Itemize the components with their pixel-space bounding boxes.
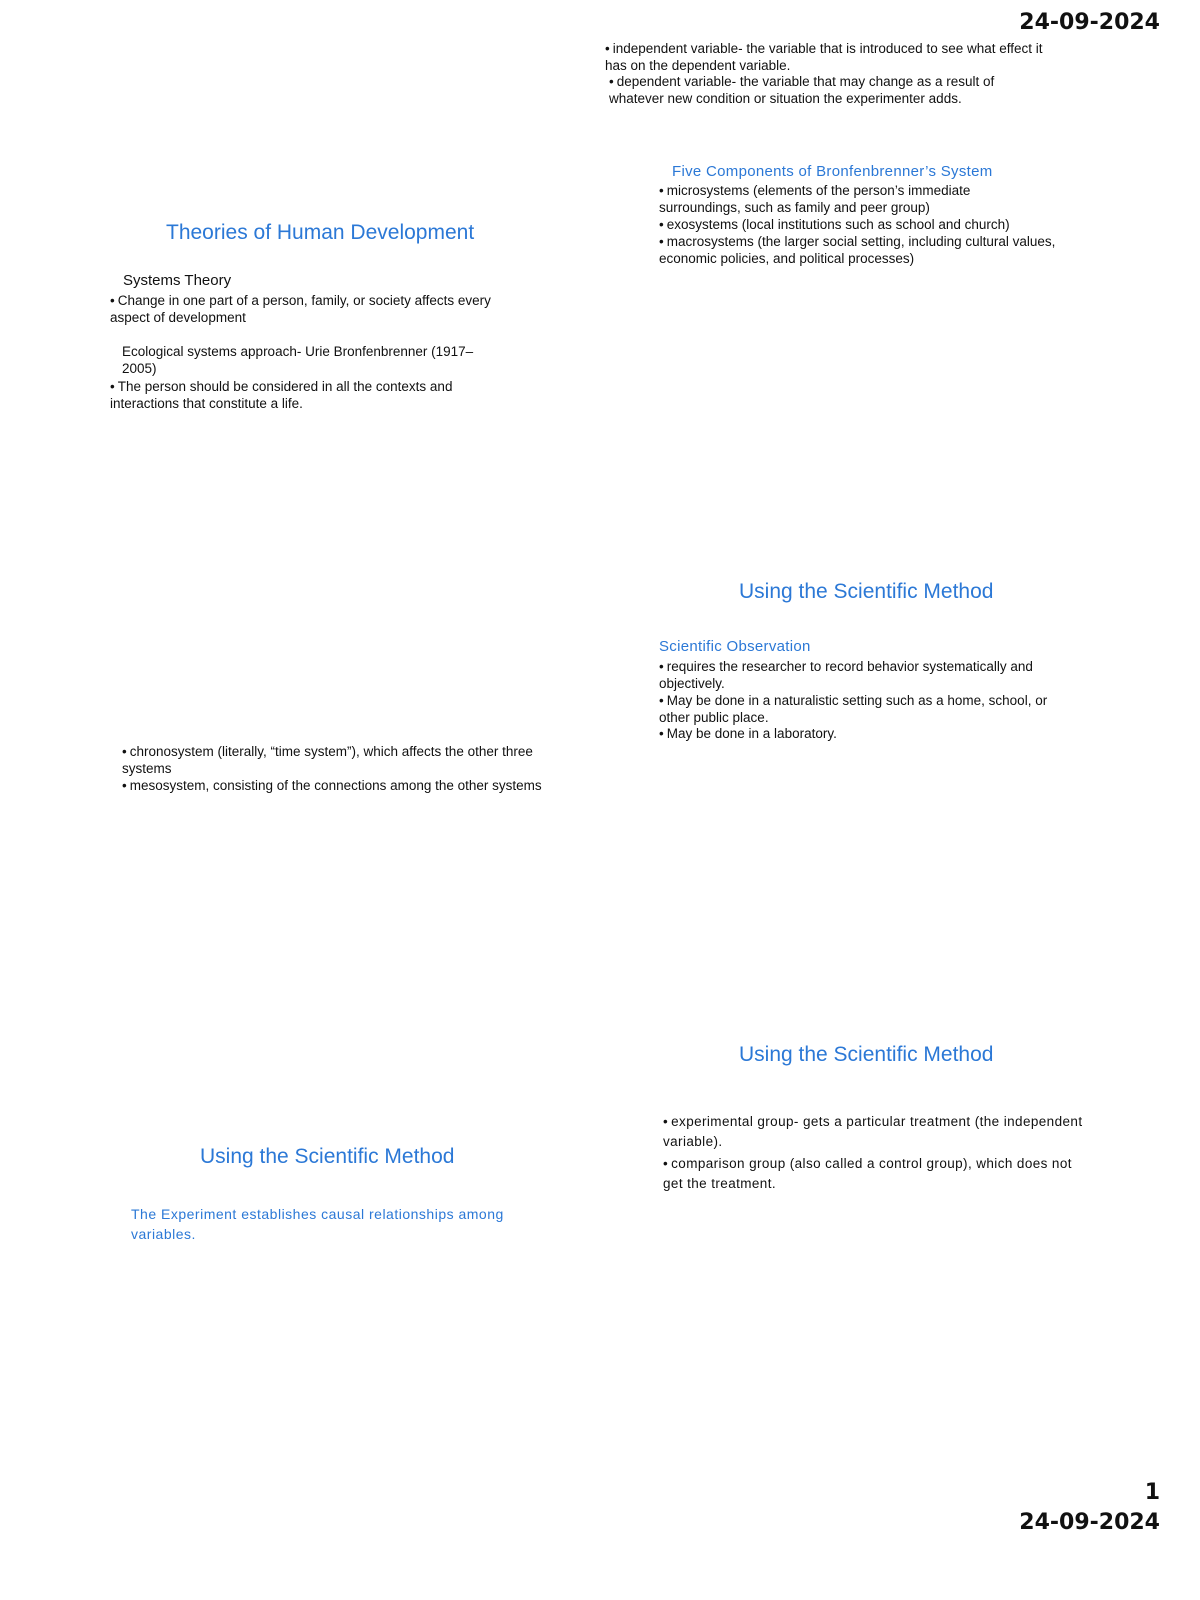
page-date-bottom: 24-09-2024 — [1019, 1510, 1160, 1535]
list-item: • comparison group (also called a control group), which does not get the treatment. — [663, 1156, 1072, 1191]
list-item: • mesosystem, consisting of the connections among the other systems — [122, 778, 542, 793]
slide-title: Using the Scientific Method — [739, 580, 994, 603]
list-item: • exosystems (local institutions such as school and church) — [659, 217, 1010, 232]
dependent-variable-text: dependent variable- the variable that may change as a result of whatever new condition or situation the experimenter adds. — [609, 74, 995, 106]
page-date-top: 24-09-2024 — [1019, 10, 1160, 35]
list-item: • dependent variable- the variable that may change as a result of whatever new condition or situation the experimenter adds. — [609, 74, 995, 106]
list-item: • The person should be considered in all the contexts and interactions that constitute a life. — [110, 379, 453, 411]
slide-subtitle: Scientific Observation — [659, 638, 811, 655]
slide-title: Five Components of Bronfenbrenner’s System — [672, 163, 993, 180]
list-item: • May be done in a laboratory. — [659, 726, 837, 741]
slide-body-text: The Experiment establishes causal relationships among variables. — [131, 1206, 504, 1242]
list-item: • independent variable- the variable that is introduced to see what effect it has on the dependent variable. — [605, 41, 1043, 73]
list-item: • requires the researcher to record behavior systematically and objectively. — [659, 659, 1033, 691]
list-item: • macrosystems (the larger social setting, including cultural values, economic policies, and political processes) — [659, 234, 1056, 266]
list-item: • microsystems (elements of the person’s immediate surroundings, such as family and peer group) — [659, 183, 971, 215]
slide-title: Using the Scientific Method — [200, 1145, 455, 1168]
page-number: 1 — [1144, 1480, 1160, 1505]
slide-title: Using the Scientific Method — [739, 1043, 994, 1066]
independent-variable-text: independent variable- the variable that is introduced to see what effect it has on the dependent variable. — [605, 41, 1043, 73]
list-item: • experimental group- gets a particular treatment (the independent variable). — [663, 1114, 1083, 1149]
list-item: • chronosystem (literally, “time system”), which affects the other three systems — [122, 744, 533, 776]
section-heading: Systems Theory — [123, 272, 232, 289]
list-item: • May be done in a naturalistic setting such as a home, school, or other public place. — [659, 693, 1048, 725]
slide-title: Theories of Human Development — [166, 221, 475, 244]
section-heading: Ecological systems approach- Urie Bronfenbrenner (1917– 2005) — [122, 344, 474, 376]
list-item: • Change in one part of a person, family, or society affects every aspect of development — [110, 293, 491, 325]
